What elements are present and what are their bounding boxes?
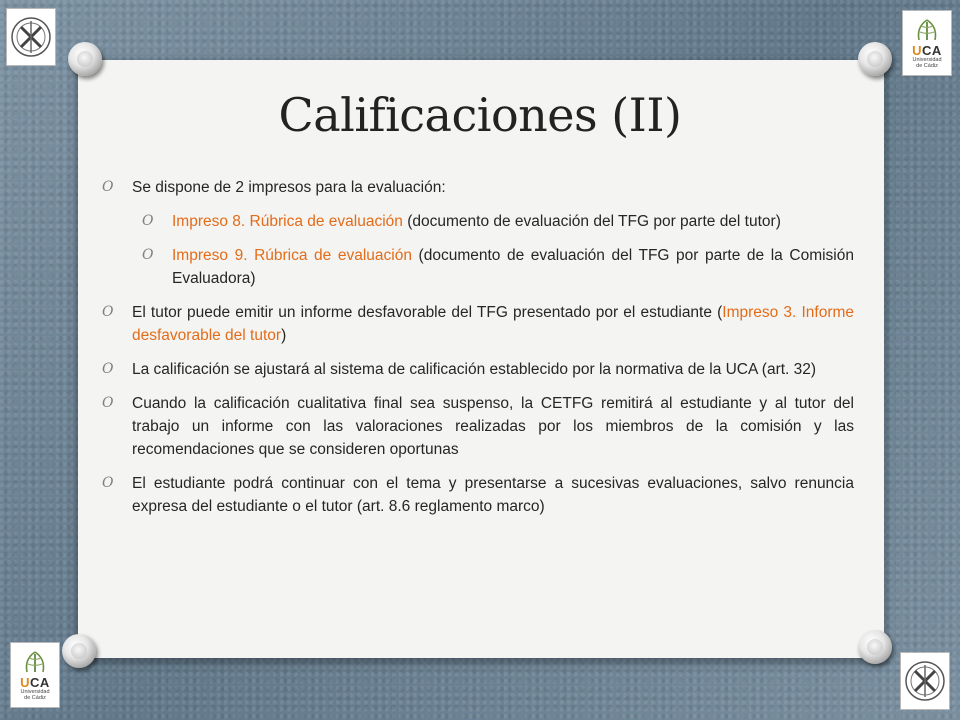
crest-icon [903, 657, 947, 705]
document-reference: Impreso 8. Rúbrica de evaluación [172, 213, 403, 230]
bullet-icon: O [142, 213, 154, 229]
crest-logo-bottom-right [900, 652, 950, 710]
document-reference: Impreso 3. Informe desfavorable del tutor [132, 304, 855, 344]
uca-emblem-icon [907, 18, 947, 44]
uca-subtitle-1: Universidad [912, 56, 942, 63]
sub-bullet-item [102, 210, 854, 233]
bullet-item [102, 176, 854, 199]
bullet-icon: O [102, 304, 114, 320]
bullet-icon: O [102, 395, 114, 411]
uca-subtitle-2: de Cádiz [916, 62, 938, 69]
bullet-text: (documento de evaluación del TFG por parte de la Comisión Evaluadora) [172, 247, 854, 287]
bullet-item [102, 301, 854, 347]
sub-bullet-item [102, 244, 854, 290]
bullet-text: Se dispone de 2 impresos para la evaluación: [132, 179, 446, 196]
pushpin-bottom-right-icon [858, 630, 892, 664]
slide-title: Calificaciones (II) [278, 88, 682, 142]
pushpin-top-right-icon [858, 42, 892, 76]
bullet-text: (documento de evaluación del TFG por parte del tutor) [402, 213, 781, 230]
bullet-item [102, 358, 854, 381]
bullet-icon: O [102, 179, 114, 195]
uca-subtitle-2: de Cádiz [24, 694, 46, 701]
bullet-icon: O [102, 475, 114, 491]
slide-content [102, 176, 854, 529]
uca-subtitle-1: Universidad [20, 688, 50, 695]
bullet-text-end: ) [281, 327, 287, 344]
document-reference: Impreso 9. Rúbrica de evaluación [172, 247, 412, 264]
bullet-text: El tutor puede emitir un informe desfavorable del TFG presentado por el estudiante ( [132, 304, 723, 321]
bullet-text: El estudiante podrá continuar con el tema y presentarse a sucesivas evaluaciones, salvo renuncia expresa del estudiante o el tutor (art. 8.6 reglamento marco) [132, 475, 854, 515]
pushpin-top-left-icon [68, 42, 102, 76]
crest-icon [9, 13, 53, 61]
bullet-item [102, 392, 854, 461]
uca-logo-top-right [902, 10, 952, 76]
pushpin-bottom-left-icon [62, 634, 96, 668]
bullet-text: La calificación se ajustará al sistema de calificación establecido por la normativa de la UCA (art. 32) [132, 361, 817, 378]
uca-wordmark: UCA [912, 42, 942, 58]
uca-emblem-icon [15, 650, 55, 676]
uca-wordmark: UCA [20, 674, 50, 690]
bullet-text: Cuando la calificación cualitativa final sea suspenso, la CETFG remitirá al estudiante y al tutor del trabajo un informe con las valoraciones realizadas por los miembros de la comisión y las recomendaciones que se consideren oportunas [132, 395, 854, 458]
bullet-item [102, 472, 854, 518]
bullet-icon: O [142, 247, 154, 263]
crest-logo-top-left [6, 8, 56, 66]
uca-logo-bottom-left [10, 642, 60, 708]
bullet-icon: O [102, 361, 114, 377]
